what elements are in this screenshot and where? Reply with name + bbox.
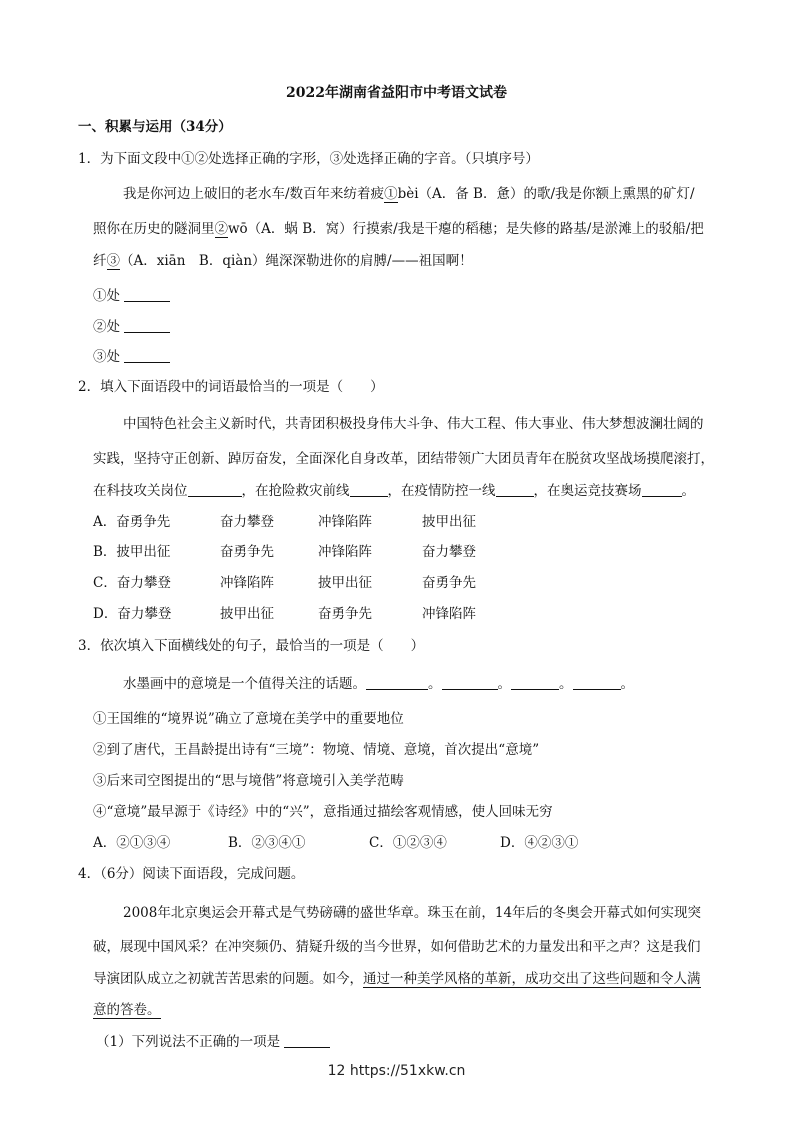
- q3-passage: [123, 672, 634, 692]
- option-text: 奋勇争先: [318, 606, 372, 622]
- option-text: 冲锋陷阵: [220, 575, 274, 591]
- q2-text: ，在疫情防控一线: [387, 483, 496, 499]
- q3-sentence-2: ②到了唐代，王昌龄提出诗有“三境”：物境、情境、意境，首次提出“意境”: [93, 742, 540, 758]
- q4-subquestion-1: [96, 1030, 330, 1050]
- q2-passage-line-2: 实践，坚持守正创新、踔厉奋发，全面深化自身改革，团结带领广大团员青年在脱贫攻坚战场摸爬滚打，: [93, 451, 714, 467]
- q4-passage-line-3: [93, 967, 701, 987]
- question-4-stem: 4．（6分）阅读下面语段，完成问题。: [78, 866, 305, 882]
- q3-option-d[interactable]: D．④②③①: [500, 835, 579, 851]
- q2-option-c[interactable]: [0, 571, 793, 589]
- q2-text: ，在抢险救灾前线: [241, 483, 350, 499]
- option-text: D．奋力攀登: [93, 606, 172, 622]
- q4-passage-line-2: 破，展现中国风采？在冲突频仍、猜疑升级的当今世界，如何借助艺术的力量发出和平之声？这是我们: [93, 939, 701, 955]
- q4-subquestion-text: （1）下列说法不正确的一项是: [96, 1034, 281, 1050]
- question-3-stem: 3．依次填入下面横线处的句子，最恰当的一项是（ ）: [78, 638, 425, 654]
- q3-text: 。: [620, 676, 634, 692]
- section-heading: 一、积累与运用（34分）: [78, 119, 232, 135]
- option-text: 冲锋陷阵: [318, 544, 372, 560]
- q4-underlined-text: 通过一种美学风格的革新，成功交出了这些问题和令人满: [363, 971, 701, 987]
- answer-blank[interactable]: [124, 348, 170, 363]
- q4-underlined-text: 意的答卷。: [93, 1002, 161, 1018]
- answer-blank[interactable]: [573, 675, 621, 690]
- q1-passage-line-2: [93, 217, 704, 237]
- q1-answer-label: ②处: [93, 319, 120, 335]
- option-text: 奋力攀登: [220, 514, 274, 530]
- q4-text: 导演团队成立之初就苦苦思索的问题。如今，: [93, 971, 363, 987]
- option-text: B．披甲出征: [93, 544, 171, 560]
- option-text: A．奋勇争先: [93, 514, 171, 530]
- answer-blank[interactable]: [124, 318, 170, 333]
- option-text: 披甲出征: [422, 514, 476, 530]
- answer-blank[interactable]: [442, 675, 498, 690]
- option-text: 披甲出征: [220, 606, 274, 622]
- option-text: C．奋力攀登: [93, 575, 171, 591]
- option-text: 冲锋陷阵: [422, 606, 476, 622]
- q2-passage-line-1: 中国特色社会主义新时代，共青团积极投身伟大斗争、伟大工程、伟大事业、伟大梦想波澜壮阔的: [123, 416, 704, 432]
- answer-blank[interactable]: [284, 1033, 330, 1048]
- answer-blank[interactable]: [188, 482, 242, 497]
- q4-passage-line-1: 2008年北京奥运会开幕式是气势磅礴的盛世华章。珠玉在前，14年后的冬奥会开幕式如何实现突: [123, 905, 702, 921]
- option-text: 奋勇争先: [220, 544, 274, 560]
- answer-blank[interactable]: [124, 287, 170, 302]
- option-text: 冲锋陷阵: [318, 514, 372, 530]
- q3-text: 。: [428, 676, 442, 692]
- q3-text: 水墨画中的意境是一个值得关注的话题。: [123, 676, 366, 692]
- q3-sentence-1: ①王国维的“境界说”确立了意境在美学中的重要地位: [93, 711, 404, 727]
- answer-blank[interactable]: [350, 482, 388, 497]
- q3-text: 。: [497, 676, 511, 692]
- q1-text: 纤: [93, 253, 107, 269]
- q1-marker-1: ①: [384, 186, 398, 202]
- answer-blank[interactable]: [366, 675, 428, 690]
- page-title: 2022年湖南省益阳市中考语文试卷: [286, 85, 507, 101]
- q1-answer-label: ①处: [93, 288, 120, 304]
- q1-answer-2: [93, 315, 170, 335]
- q1-text: （A．xiān B．qiàn）绳深深勒进你的肩膊/——祖国啊！: [120, 253, 473, 269]
- q2-passage-line-3: [93, 479, 695, 499]
- q1-marker-2: ②: [214, 221, 228, 237]
- q2-text: 在科技攻关岗位: [93, 483, 188, 499]
- q3-sentence-3: ③后来司空图提出的“思与境偕”将意境引入美学范畴: [93, 773, 404, 789]
- q1-text: 照你在历史的隧洞里: [93, 221, 215, 237]
- answer-blank[interactable]: [511, 675, 559, 690]
- q3-option-b[interactable]: B．②③④①: [228, 835, 306, 851]
- q1-passage-line-3: [93, 249, 473, 269]
- q3-sentence-4: ④“意境”最早源于《诗经》中的“兴”，意指通过描绘客观情感，使人回味无穷: [93, 804, 553, 820]
- page-footer: 12 https://51xkw.cn: [327, 1063, 466, 1079]
- q3-option-c[interactable]: C．①②③④: [369, 835, 447, 851]
- q2-option-a[interactable]: [0, 510, 793, 528]
- q2-option-d[interactable]: [0, 602, 793, 620]
- q1-text: 我是你河边上破旧的老水车/数百年来纺着疲: [123, 186, 385, 202]
- question-1-stem: 1．为下面文段中①②处选择正确的字形，③处选择正确的字音。（只填序号）: [78, 151, 539, 167]
- option-text: 奋勇争先: [422, 575, 476, 591]
- q1-text: bèi（A．备 B．惫）的歌/我是你额上熏黑的矿灯/: [397, 186, 695, 202]
- q3-option-a[interactable]: A．②①③④: [93, 835, 171, 851]
- q2-text: ，在奥运竞技赛场: [533, 483, 642, 499]
- q3-options: [0, 831, 793, 849]
- q1-answer-label: ③处: [93, 349, 120, 365]
- q1-passage-line-1: [123, 182, 695, 202]
- q1-marker-3: ③: [106, 253, 120, 269]
- option-text: 披甲出征: [318, 575, 372, 591]
- answer-blank[interactable]: [496, 482, 534, 497]
- q4-passage-line-4: [93, 998, 161, 1018]
- q1-answer-1: [93, 284, 170, 304]
- q2-text: 。: [681, 483, 695, 499]
- q2-option-b[interactable]: [0, 540, 793, 558]
- q1-answer-3: [93, 345, 170, 365]
- q3-text: 。: [559, 676, 573, 692]
- q1-text: wō（A．蜗 B．窝）行摸索/我是干瘪的稻穗；是失修的路基/是淤滩上的驳船/把: [228, 221, 704, 237]
- answer-blank[interactable]: [642, 482, 682, 497]
- question-2-stem: 2．填入下面语段中的词语最恰当的一项是（ ）: [78, 379, 384, 395]
- option-text: 奋力攀登: [422, 544, 476, 560]
